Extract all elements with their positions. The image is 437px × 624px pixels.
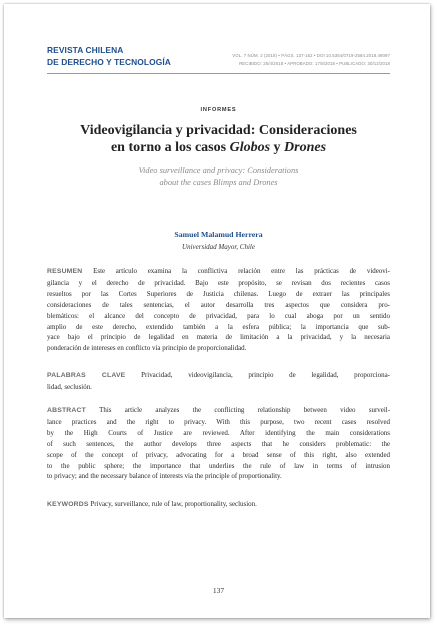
abstract-line: of such sentences, the author develops three aspects that he considers problematic: the [47,439,390,448]
subtitle-line-2: about the cases Blimps and Drones [159,177,278,187]
palabras-clave-label: PALABRAS CLAVE [47,372,126,379]
resumen-line: resueltos por las Cortes Superiores de Justicia chilenas. Luego de extraer las principales [47,289,390,298]
abstract-line: scope of the concept of privacy, advocating for a broad sense of this right, also extended [47,450,390,459]
palabras-clave-line: lidad, seclusión. [47,382,92,391]
article-title [47,122,390,156]
resumen-line: blemáticos: el alcance del concepto de privacidad, para lo cual aboga por un sentido [47,311,390,320]
resumen-line: ponderación de intereses en conflicto vía principio de proporcionalidad. [47,344,247,353]
resumen-paragraph [47,266,390,354]
title-text-globos: Globos [229,140,271,155]
page-number: 137 [212,586,225,595]
title-line-2 [47,139,390,156]
resumen-line: consideraciones de tales sentencias, el autor desarrolla tres aspectos que considera pro- [47,300,390,309]
abstract-line: to the public sphere; the importance that underlies the rule of law in terms of intrusion [47,461,390,470]
journal-name-line-2: DE DERECHO Y TECNOLOGÍA [47,57,171,67]
section-label: INFORMES [200,107,237,113]
journal-name [47,44,171,68]
resumen-label: RESUMEN [47,268,83,275]
resumen-line: amplio de este derecho, extendido también a la esfera pública; la importancia que sub- [47,322,390,331]
header-divider [47,73,390,74]
title-line-1: Videovigilancia y privacidad: Consideraciones [80,123,357,138]
subtitle-line-1: Video surveillance and privacy: Considerations [138,166,299,175]
abstract-line: to privacy; and the necessary balance of interests via the principle of proportionality. [47,472,282,481]
abstract-line: ABSTRACT This article analyzes the conflicting relationship between video surveil- [47,406,391,414]
metadata-dates: RECIBIDO: 25/4/2018 • APROBADO: 17/8/2018 • PUBLICADO: 30/12/2018 [239,61,390,66]
title-text-a: en torno a los casos [110,140,230,155]
metadata-volume-doi: VOL. 7 NÚM. 2 (2018) • PÁGS. 137-162 • DOI 10.5354/0719-2584.2018.49097 [232,53,390,58]
resumen-line: RESUMEN Este artículo examina la conflictiva relación entre las prácticas de videovi- [47,267,390,275]
resumen-line: yace bajo el principio de legalidad en materia de limitación a la privacidad, y la necesaria [47,333,390,342]
abstract-paragraph [47,405,390,482]
article-subtitle [47,165,390,188]
author-name: Samuel Malamud Herrera [174,230,263,239]
abstract-line: lance practices and the right to privacy. With this purpose, two recent cases resolved [47,417,390,426]
resumen-line: gilancia y el derecho de privacidad. Bajo este propósito, se revisan dos recientes casos [47,278,390,287]
palabras-clave-line: PALABRAS CLAVE Privacidad, videovigilancia, principio de legalidad, proporciona- [47,371,390,379]
palabras-clave-paragraph [47,370,390,393]
title-text-c: y [270,140,285,155]
keywords-paragraph [47,499,390,511]
author-affiliation: Universidad Mayor, Chile [182,243,255,251]
abstract-label: ABSTRACT [47,407,86,414]
keywords-label: KEYWORDS [47,501,89,508]
journal-name-line-1: REVISTA CHILENA [47,45,124,55]
title-text-drones: Drones [284,140,327,155]
abstract-line: by the High Courts of Justice are reviewed. After identifying the main considerations [47,428,390,437]
publication-metadata [232,52,390,68]
keywords-line: KEYWORDS Privacy, surveillance, rule of law, proportionality, seclusion. [47,500,257,508]
